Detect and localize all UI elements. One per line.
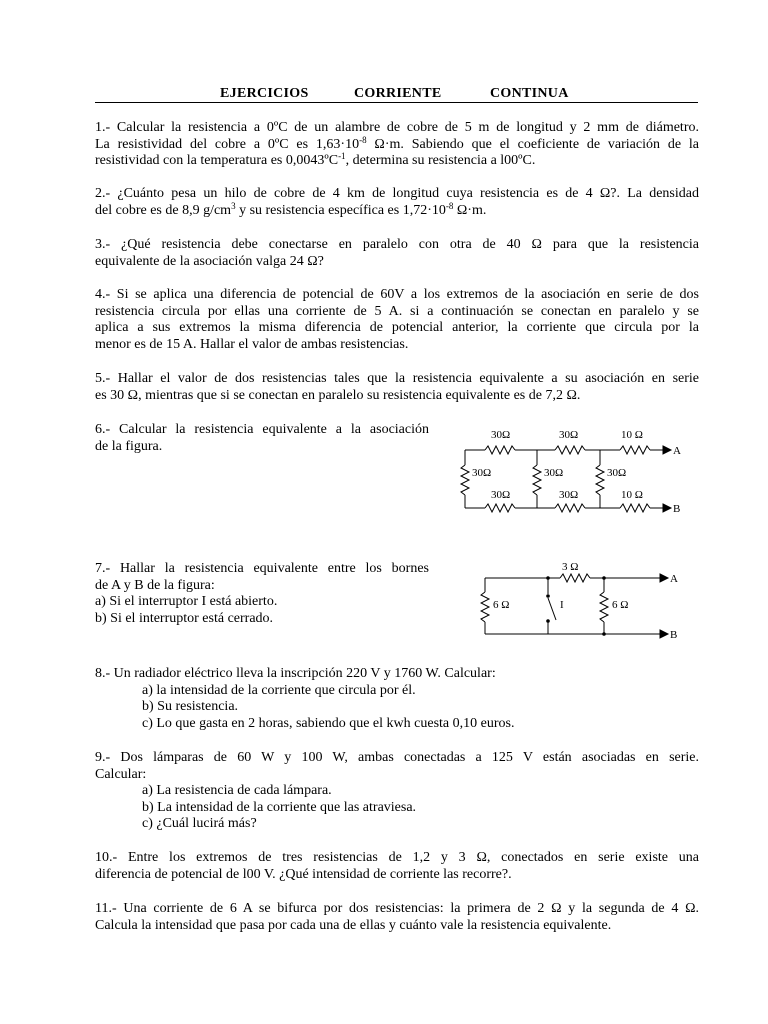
resistor-vertical-1 (461, 465, 469, 495)
document-title (95, 86, 698, 103)
title-word-corriente: CORRIENTE (354, 86, 442, 101)
title-word-ejercicios: EJERCICIOS (220, 86, 309, 101)
problem-8-part-a: a) la intensidad de la corriente que circula por él. (142, 682, 416, 698)
problem-1 (95, 120, 699, 170)
node-dot (546, 576, 550, 580)
problem-3-line-1: 3.- ¿Qué resistencia debe conectarse en paralelo con otra de 40 Ω para que la resistencia (95, 237, 699, 252)
switch-blade (548, 598, 556, 620)
label-r-v-1: 30Ω (472, 467, 492, 479)
problem-9-part-a: a) La resistencia de cada lámpara. (142, 783, 332, 798)
resistor-top-1 (485, 446, 515, 454)
label-terminal-a: A (670, 573, 678, 585)
problem-7-option-a: a) Si el interruptor I está abierto. (95, 594, 278, 609)
problem-5 (95, 371, 699, 404)
problem-9-part-b: b) La intensidad de la corriente que las atraviesa. (142, 799, 417, 815)
label-r-v-2: 30Ω (544, 467, 564, 479)
problem-8 (95, 666, 699, 732)
resistor-bottom-1 (485, 504, 515, 512)
label-r-top-3: 10 Ω (621, 429, 643, 441)
switch-contact-bottom (546, 619, 550, 623)
resistor-6-ohm-left (481, 592, 489, 622)
problem-9 (95, 750, 699, 833)
problem-8-part-b: b) Su resistencia. (142, 699, 239, 714)
problem-7-line-1: 7.- Hallar la resistencia equivalente entre los bornes (95, 561, 429, 576)
problem-11-line-1: 11.- Una corriente de 6 A se bifurca por dos resistencias: la primera de 2 Ω y la segunda de 4 Ω. (95, 901, 699, 916)
label-r-v-3: 30Ω (607, 467, 627, 479)
problem-6-line-2: de la figura. (95, 438, 163, 454)
problem-11-line-2: Calcula la intensidad que pasa por cada una de ellas y cuánto vale la resistencia equivalente. (95, 917, 612, 933)
resistor-vertical-2 (533, 465, 541, 495)
label-r-6-ohm-right: 6 Ω (612, 599, 629, 611)
problem-2-line-1: 2.- ¿Cuánto pesa un hilo de cobre de 4 km de longitud cuya resistencia es de 4 Ω?. La densidad (95, 186, 699, 201)
problem-4-line-1: 4.- Si se aplica una diferencia de potencial de 60V a los extremos de la asociación en serie de dos (95, 287, 699, 302)
problem-8-part-c: c) Lo que gasta en 2 horas, sabiendo que el kwh cuesta 0,10 euros. (142, 715, 515, 731)
problem-1-line-3: resistividad con la temperatura es 0,0043ºC$^{-1}$, determina su resistencia a l00ºC. (95, 151, 536, 168)
problem-3-line-2: equivalente de la asociación valga 24 Ω? (95, 253, 324, 269)
problem-2-line-2: del cobre es de 8,9 $g/cm^3$ y su resistencia específica es $1,72\cdot 10^{-8}$ Ω·m. (95, 200, 487, 218)
problem-7-line-2: de A y B de la figura: (95, 577, 215, 593)
resistor-vertical-3 (596, 465, 604, 495)
label-r-top-2: 30Ω (559, 429, 579, 441)
problem-9-line-2: Calcular: (95, 766, 147, 782)
switch-contact-top (546, 594, 550, 598)
label-r-bottom-2: 30Ω (559, 489, 579, 501)
problem-11 (95, 901, 699, 934)
problem-1-line-2: La resistividad del cobre a 0ºC es $1,63\cdot 10^{-8}$ Ω·m. Sabiendo que el coeficiente de variación de la (95, 134, 699, 152)
figure-7-circuit (480, 558, 700, 648)
resistor-3-ohm (560, 574, 590, 582)
label-r-top-1: 30Ω (491, 429, 511, 441)
problem-7 (95, 561, 429, 627)
label-terminal-b: B (670, 629, 678, 641)
problem-3 (95, 237, 699, 270)
problem-9-part-c: c) ¿Cuál lucirá más? (142, 816, 257, 831)
problem-4-line-2: resistencia circula por ellas una corriente de 5 A. si a continuación se conectan en paralelo y se (95, 303, 699, 319)
figure-6-circuit (455, 420, 705, 525)
title-word-continua: CONTINUA (490, 86, 569, 101)
problem-10-line-1: 10.- Entre los extremos de tres resistencias de 1,2 y 3 Ω, conectados en serie existe una (95, 850, 699, 865)
label-r-6-ohm-left: 6 Ω (493, 599, 510, 611)
problem-7-option-b: b) Si el interruptor está cerrado. (95, 610, 274, 626)
node-dot (602, 632, 606, 636)
problem-10 (95, 850, 699, 883)
problem-6 (95, 422, 429, 455)
label-r-bottom-1: 30Ω (491, 489, 511, 501)
problem-2 (95, 186, 699, 219)
problem-10-line-2: diferencia de potencial de l00 V. ¿Qué intensidad de corriente las recorre?. (95, 866, 512, 882)
problem-8-line-1: 8.- Un radiador eléctrico lleva la inscripción 220 V y 1760 W. Calcular: (95, 666, 496, 681)
problem-5-line-1: 5.- Hallar el valor de dos resistencias tales que la resistencia equivalente a su asociación en serie (95, 371, 699, 386)
resistor-bottom-3 (620, 504, 650, 512)
label-terminal-a: A (673, 445, 681, 457)
label-switch-i: I (560, 599, 564, 611)
problem-4-line-4: menor es de 15 A. Hallar el valor de ambas resistencias. (95, 336, 409, 352)
problem-6-line-1: 6.- Calcular la resistencia equivalente a la asociación (95, 422, 429, 437)
resistor-6-ohm-right (600, 592, 608, 622)
label-r-3-ohm: 3 Ω (562, 561, 579, 573)
problem-4 (95, 287, 699, 353)
resistor-bottom-2 (555, 504, 585, 512)
problem-5-line-2: es 30 Ω, mientras que si se conectan en paralelo su resistencia equivalente es de 7,2 Ω. (95, 387, 581, 403)
label-r-bottom-3: 10 Ω (621, 489, 643, 501)
label-terminal-b: B (673, 503, 681, 515)
problem-9-line-1: 9.- Dos lámparas de 60 W y 100 W, ambas conectadas a 125 V están asociadas en serie. (95, 750, 699, 765)
resistor-top-3 (620, 446, 650, 454)
problem-4-line-3: aplica a sus extremos la misma diferencia de potencial anterior, la corriente que circula por la (95, 320, 699, 335)
node-dot (602, 576, 606, 580)
resistor-top-2 (555, 446, 585, 454)
problem-1-line-1: 1.- Calcular la resistencia a 0ºC de un alambre de cobre de 5 m de longitud y 2 mm de diámetro. (95, 120, 699, 135)
